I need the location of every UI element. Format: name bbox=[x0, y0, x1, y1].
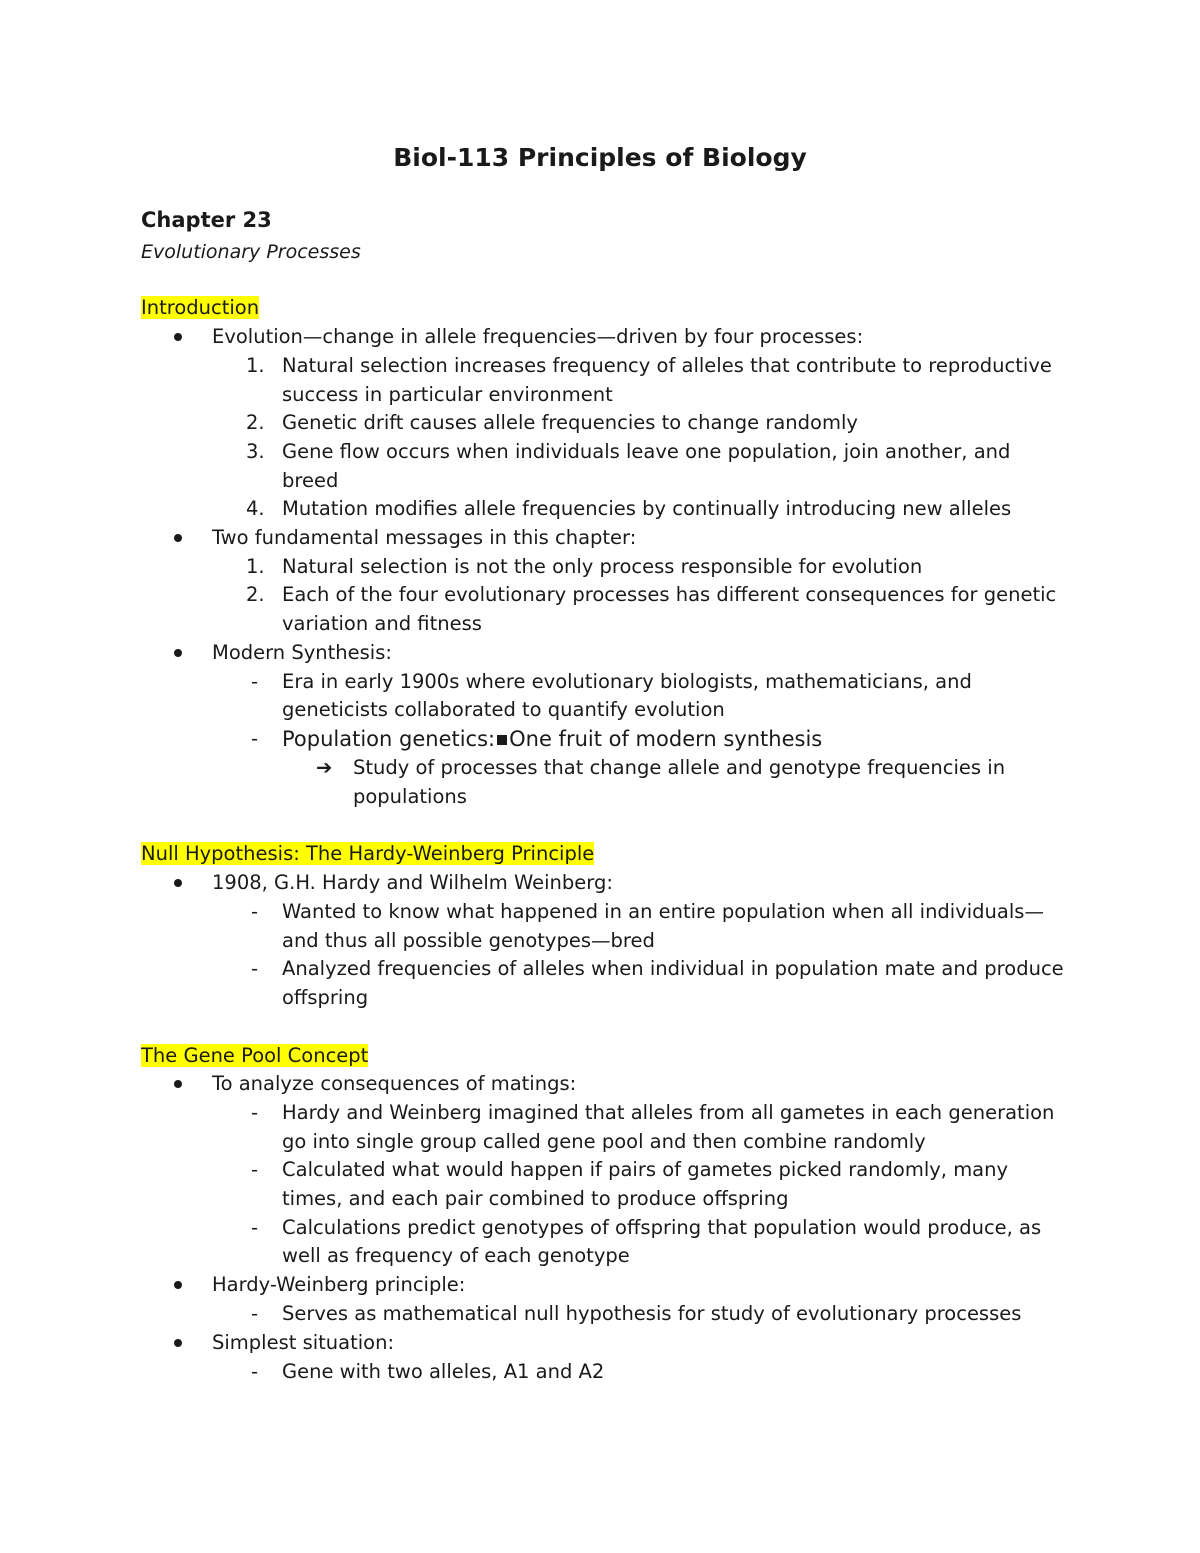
list-number: 1. bbox=[246, 354, 265, 377]
list-item-text: offspring bbox=[282, 986, 369, 1009]
list-item-text: Study of processes that change allele and genotype frequencies in bbox=[353, 756, 1006, 779]
list-item-text: variation and fitness bbox=[282, 612, 482, 635]
list-dash: - bbox=[251, 1101, 259, 1124]
list-number: 4. bbox=[246, 497, 265, 520]
section-heading-null-hypothesis bbox=[141, 840, 594, 868]
population-genetics-note: One fruit of modern synthesis bbox=[509, 727, 823, 751]
arrow-bullet-icon: ➔ bbox=[316, 756, 333, 779]
bullet-dot bbox=[174, 333, 182, 341]
list-item-text: Gene with two alleles, A1 and A2 bbox=[282, 1360, 605, 1383]
bullet-text: Evolution—change in allele frequencies—driven by four processes: bbox=[212, 325, 864, 348]
list-number: 1. bbox=[246, 555, 265, 578]
list-item-text: geneticists collaborated to quantify evolution bbox=[282, 698, 725, 721]
list-item-text: Gene flow occurs when individuals leave one population, join another, and bbox=[282, 440, 1011, 463]
list-item-text: Genetic drift causes allele frequencies to change randomly bbox=[282, 411, 858, 434]
bullet-text: Two fundamental messages in this chapter: bbox=[212, 526, 637, 549]
bullet-text: Modern Synthesis: bbox=[212, 641, 392, 664]
bullet-dot bbox=[174, 1339, 182, 1347]
bullet-dot bbox=[174, 879, 182, 887]
list-item-text bbox=[282, 725, 822, 755]
section-heading-gene-pool bbox=[141, 1042, 368, 1070]
square-bullet-icon bbox=[497, 735, 507, 745]
heading-highlight: Null Hypothesis: The Hardy-Weinberg Principle bbox=[141, 842, 595, 865]
bullet-dot bbox=[174, 649, 182, 657]
list-item-text: Calculated what would happen if pairs of gametes picked randomly, many bbox=[282, 1158, 1009, 1181]
list-item-text: success in particular environment bbox=[282, 383, 613, 406]
list-dash: - bbox=[251, 1216, 259, 1239]
bullet-dot bbox=[174, 534, 182, 542]
list-number: 2. bbox=[246, 583, 265, 606]
population-genetics-label: Population genetics: bbox=[282, 727, 496, 751]
list-item-text: Natural selection is not the only process responsible for evolution bbox=[282, 555, 923, 578]
document-title: Biol-113 Principles of Biology bbox=[393, 143, 807, 172]
list-dash: - bbox=[251, 957, 259, 980]
list-number: 3. bbox=[246, 440, 265, 463]
bullet-dot bbox=[174, 1080, 182, 1088]
list-dash: - bbox=[251, 900, 259, 923]
list-item-text: Calculations predict genotypes of offspring that population would produce, as bbox=[282, 1216, 1042, 1239]
list-item-text: populations bbox=[353, 785, 467, 808]
list-item-text: Each of the four evolutionary processes has different consequences for genetic bbox=[282, 583, 1057, 606]
list-number: 2. bbox=[246, 411, 265, 434]
list-dash: - bbox=[251, 1360, 259, 1383]
list-dash: - bbox=[251, 727, 259, 750]
list-item-text: well as frequency of each genotype bbox=[282, 1244, 630, 1267]
bullet-text: To analyze consequences of matings: bbox=[212, 1072, 577, 1095]
list-item-text: go into single group called gene pool and then combine randomly bbox=[282, 1130, 926, 1153]
chapter-heading: Chapter 23 bbox=[141, 208, 272, 232]
list-item-text: Serves as mathematical null hypothesis for study of evolutionary processes bbox=[282, 1302, 1022, 1325]
list-item-text: breed bbox=[282, 469, 339, 492]
list-dash: - bbox=[251, 670, 259, 693]
bullet-text: 1908, G.H. Hardy and Wilhelm Weinberg: bbox=[212, 871, 613, 894]
list-dash: - bbox=[251, 1302, 259, 1325]
section-heading-introduction bbox=[141, 294, 259, 322]
bullet-dot bbox=[174, 1281, 182, 1289]
chapter-subtitle: Evolutionary Processes bbox=[141, 241, 361, 263]
heading-highlight: The Gene Pool Concept bbox=[141, 1044, 369, 1067]
list-item-text: Hardy and Weinberg imagined that alleles from all gametes in each generation bbox=[282, 1101, 1055, 1124]
list-item-text: times, and each pair combined to produce offspring bbox=[282, 1187, 789, 1210]
list-item-text: Wanted to know what happened in an entire population when all individuals— bbox=[282, 900, 1044, 923]
heading-highlight: Introduction bbox=[141, 296, 260, 319]
bullet-text: Hardy-Weinberg principle: bbox=[212, 1273, 466, 1296]
bullet-text: Simplest situation: bbox=[212, 1331, 395, 1354]
list-item-text: Analyzed frequencies of alleles when individual in population mate and produce bbox=[282, 957, 1064, 980]
list-item-text: and thus all possible genotypes—bred bbox=[282, 929, 655, 952]
list-item-text: Natural selection increases frequency of alleles that contribute to reproductive bbox=[282, 354, 1052, 377]
list-item-text: Mutation modifies allele frequencies by continually introducing new alleles bbox=[282, 497, 1012, 520]
list-dash: - bbox=[251, 1158, 259, 1181]
list-item-text: Era in early 1900s where evolutionary biologists, mathematicians, and bbox=[282, 670, 972, 693]
